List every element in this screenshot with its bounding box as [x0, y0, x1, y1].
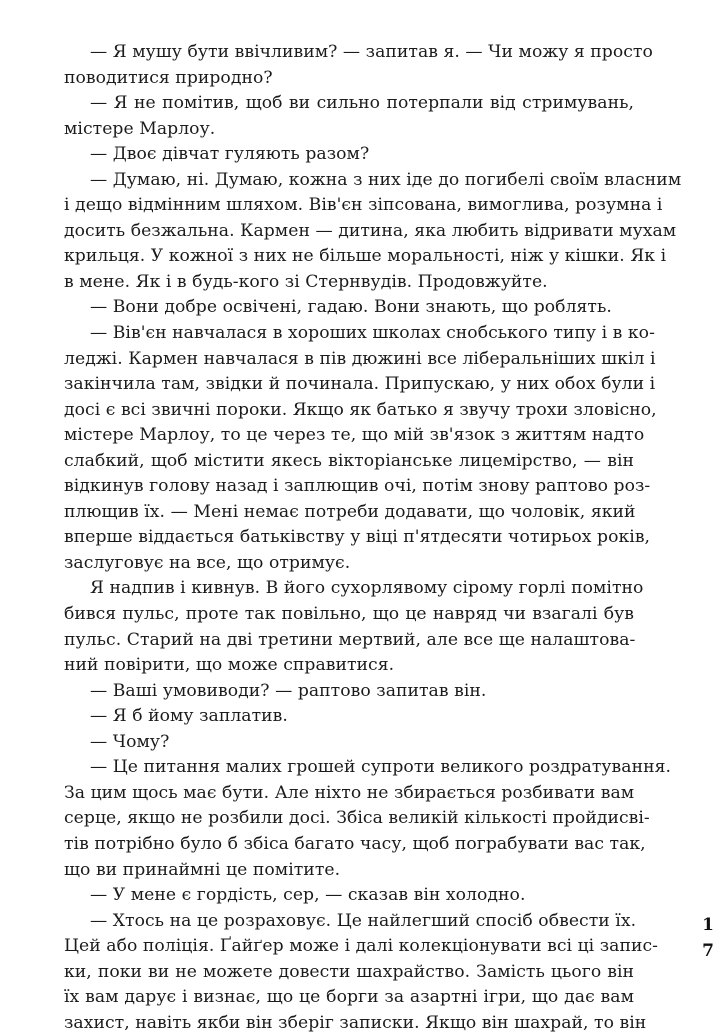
text-line: слабкий, щоб містити якесь вікторіанське лицемірство, — він	[64, 450, 634, 471]
text-line: — Двоє дівчат гуляють разом?	[90, 144, 370, 165]
text-line: плющив їх. — Мені немає потреби додавати, що чоловік, який	[64, 501, 636, 522]
text-line: Цей або поліція. Ґайґер може і далі колекціонувати всі ці запис-	[64, 936, 659, 957]
text-line: пульс. Старий на дві третини мертвий, але все ще налаштова-	[64, 629, 636, 650]
text-line: — У мене є гордість, сер, — сказав він холодно.	[90, 885, 526, 906]
text-line: — Я б йому заплатив.	[90, 706, 288, 727]
text-line: містере Марлоу, то це через те, що мій зв'язок з життям надто	[64, 425, 645, 446]
text-line: відкинув голову назад і заплющив очі, потім знову раптово роз-	[64, 476, 651, 497]
text-line: — Ваші умовиводи? — раптово запитав він.	[90, 680, 487, 701]
text-line: поводитися природно?	[64, 67, 273, 88]
text-line: досить безжальна. Кармен — дитина, яка любить відривати мухам	[64, 220, 677, 241]
text-line: — Чому?	[90, 731, 170, 752]
text-line: в мене. Як і в будь-кого зі Стернвудів. Продовжуйте.	[64, 271, 548, 292]
text-line: — Думаю, ні. Думаю, кожна з них іде до погибелі своїм власним	[90, 169, 682, 190]
text-line: закінчила там, звідки й починала. Припускаю, у них обох були і	[64, 374, 656, 395]
text-line: захист, навіть якби він зберіг записки. Якщо він шахрай, то він	[64, 1012, 647, 1033]
text-line: їх вам дарує і визнає, що це борги за азартні ігри, що дає вам	[64, 987, 634, 1008]
text-line: що ви принаймні це помітите.	[64, 859, 341, 880]
text-line: — Я не помітив, щоб ви сильно потерпали від стримувань,	[90, 93, 634, 114]
text-line: ний повірити, що може справитися.	[64, 655, 395, 676]
text-line: і дещо відмінним шляхом. Вів'єн зіпсована, вимоглива, розумна і	[64, 195, 663, 216]
text-line: — Вони добре освічені, гадаю. Вони знають, що роблять.	[90, 297, 612, 318]
text-line: містере Марлоу.	[64, 118, 216, 139]
text-line: серце, якщо не розбили досі. Збіса великій кількості пройдисві-	[64, 808, 650, 829]
text-line: — Вів'єн навчалася в хороших школах снобського типу і в ко-	[90, 323, 655, 344]
text-line: вперше віддається батьківству у віці п'ятдесяти чотирьох років,	[64, 527, 651, 548]
text-line: — Я мушу бути ввічливим? — запитав я. — Чи можу я просто	[90, 42, 653, 62]
text-line: — Хтось на це розраховує. Це найлегший спосіб обвести їх.	[90, 910, 637, 931]
text-line: заслуговує на все, що отримує.	[64, 552, 351, 573]
page-number-digit: 7	[702, 941, 714, 961]
text-line: крильця. У кожної з них не більше моральності, ніж у кішки. Як і	[64, 246, 667, 267]
text-line: ки, поки ви не можете довести шахрайство. Замість цього він	[64, 961, 634, 982]
text-line: За цим щось має бути. Але ніхто не збирається розбивати вам	[64, 782, 635, 803]
text-line: Я надпив і кивнув. В його сухорлявому сірому горлі помітно	[90, 578, 644, 599]
text-line: леджі. Кармен навчалася в пів дюжині все ліберальніших шкіл і	[64, 348, 656, 369]
text-line: тів потрібно було б збіса багато часу, щоб пограбувати вас так,	[64, 833, 646, 854]
text-line: досі є всі звичні пороки. Якщо як батько я звучу трохи зловісно,	[64, 399, 657, 420]
text-line: — Це питання малих грошей супроти великого роздратування.	[90, 757, 671, 778]
page-number-digit: 1	[702, 915, 714, 935]
page-number	[698, 912, 718, 964]
book-page-text	[64, 40, 682, 1036]
text-line: бився пульс, проте так повільно, що це навряд чи взагалі був	[64, 604, 634, 625]
